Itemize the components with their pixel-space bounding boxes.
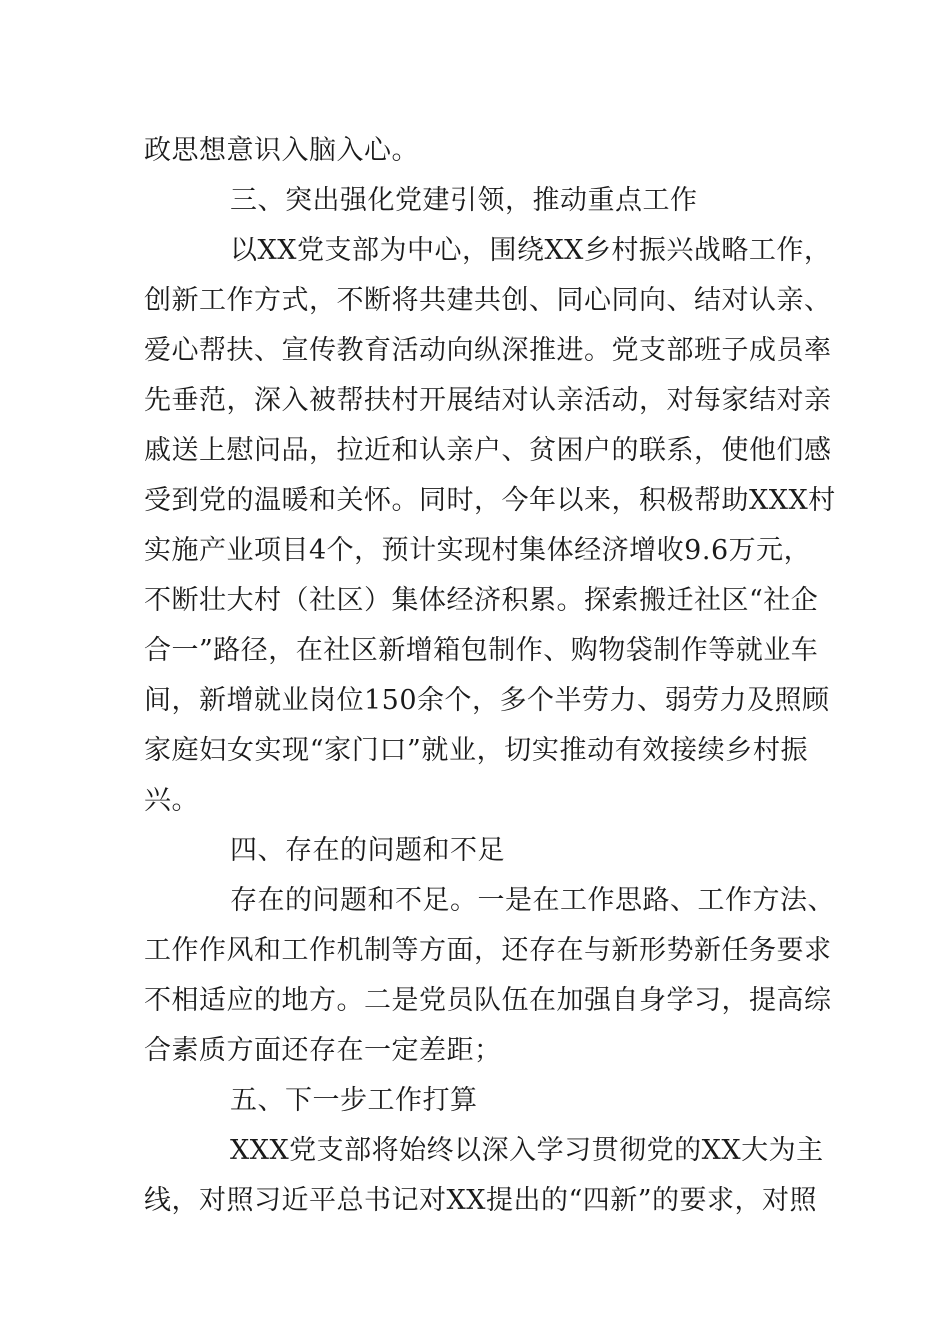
text-line: 线，对照习近平总书记对XX提出的“四新”的要求，对照	[144, 1185, 818, 1216]
text-line: 工作作风和工作机制等方面，还存在与新形势新任务要求	[144, 935, 832, 966]
text-line: 爱心帮扶、宣传教育活动向纵深推进。党支部班子成员率	[144, 335, 832, 366]
text-line: 实施产业项目4个，预计实现村集体经济增收9.6万元，	[144, 535, 812, 566]
section-heading: 五、下一步工作打算	[230, 1085, 478, 1116]
text-line: 创新工作方式，不断将共建共创、同心同向、结对认亲、	[144, 285, 832, 316]
text-line: 合素质方面还存在一定差距；	[144, 1035, 502, 1066]
document-body	[144, 126, 836, 1226]
text-line: 政思想意识入脑入心。	[144, 135, 419, 166]
text-line: 先垂范，深入被帮扶村开展结对认亲活动，对每家结对亲	[144, 385, 832, 416]
section-heading: 三、突出强化党建引领，推动重点工作	[230, 185, 698, 216]
text-line: 不断壮大村（社区）集体经济积累。探索搬迁社区“社企	[144, 585, 819, 616]
text-line: 兴。	[144, 785, 199, 816]
text-line: 受到党的温暖和关怀。同时，今年以来，积极帮助XXX村	[144, 485, 836, 516]
text-line: 家庭妇女实现“家门口”就业，切实推动有效接续乡村振	[144, 735, 808, 766]
text-line: 以XX党支部为中心，围绕XX乡村振兴战略工作，	[230, 235, 832, 266]
text-line: XXX党支部将始终以深入学习贯彻党的XX大为主	[230, 1135, 824, 1166]
text-line: 不相适应的地方。二是党员队伍在加强自身学习，提高综	[144, 985, 832, 1016]
text-line: 存在的问题和不足。一是在工作思路、工作方法、	[230, 885, 835, 916]
text-line: 合一”路径，在社区新增箱包制作、购物袋制作等就业车	[144, 635, 819, 666]
text-line: 间，新增就业岗位150余个，多个半劳力、弱劳力及照顾	[144, 685, 830, 716]
section-heading: 四、存在的问题和不足	[230, 835, 505, 866]
text-line: 戚送上慰问品，拉近和认亲户、贫困户的联系，使他们感	[144, 435, 832, 466]
